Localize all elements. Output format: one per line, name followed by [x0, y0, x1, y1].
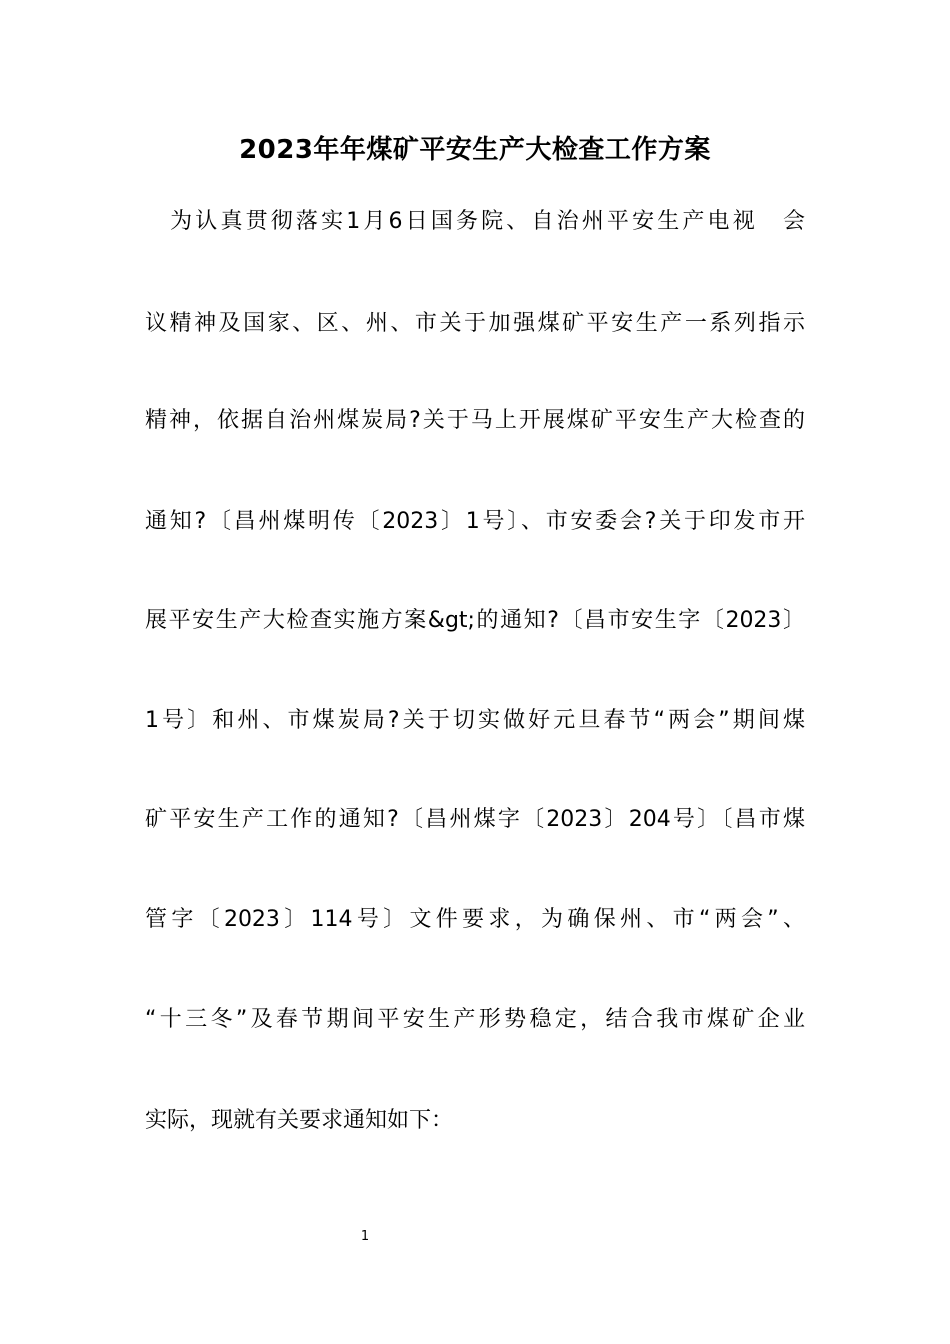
body-line: 管字〔2023〕114号〕文件要求，为确保州、市“两会”、 [145, 907, 805, 932]
document-title: 2023年年煤矿平安生产大检查工作方案 [239, 135, 711, 165]
page-number: 1 [360, 1229, 370, 1244]
body-line: “十三冬”及春节期间平安生产形势稳定，结合我市煤矿企业 [145, 1007, 805, 1032]
body-line: 为认真贯彻落实1月6日国务院、自治州平安生产电视 会 [145, 209, 805, 234]
body-line: 1号〕和州、市煤炭局?关于切实做好元旦春节“两会”期间煤 [145, 708, 805, 733]
body-line: 实际，现就有关要求通知如下： [145, 1108, 454, 1133]
body-line: 精神，依据自治州煤炭局?关于马上开展煤矿平安生产大检查的 [145, 408, 805, 433]
body-line: 展平安生产大检查实施方案&gt;的通知?〔昌市安生字〔2023〕 [145, 608, 805, 633]
body-line: 通知?〔昌州煤明传〔2023〕1号〕、市安委会?关于印发市开 [145, 509, 805, 534]
body-line: 矿平安生产工作的通知?〔昌州煤字〔2023〕204号〕〔昌市煤 [145, 807, 805, 832]
body-line: 议精神及国家、区、州、市关于加强煤矿平安生产一系列指示 [145, 311, 805, 336]
